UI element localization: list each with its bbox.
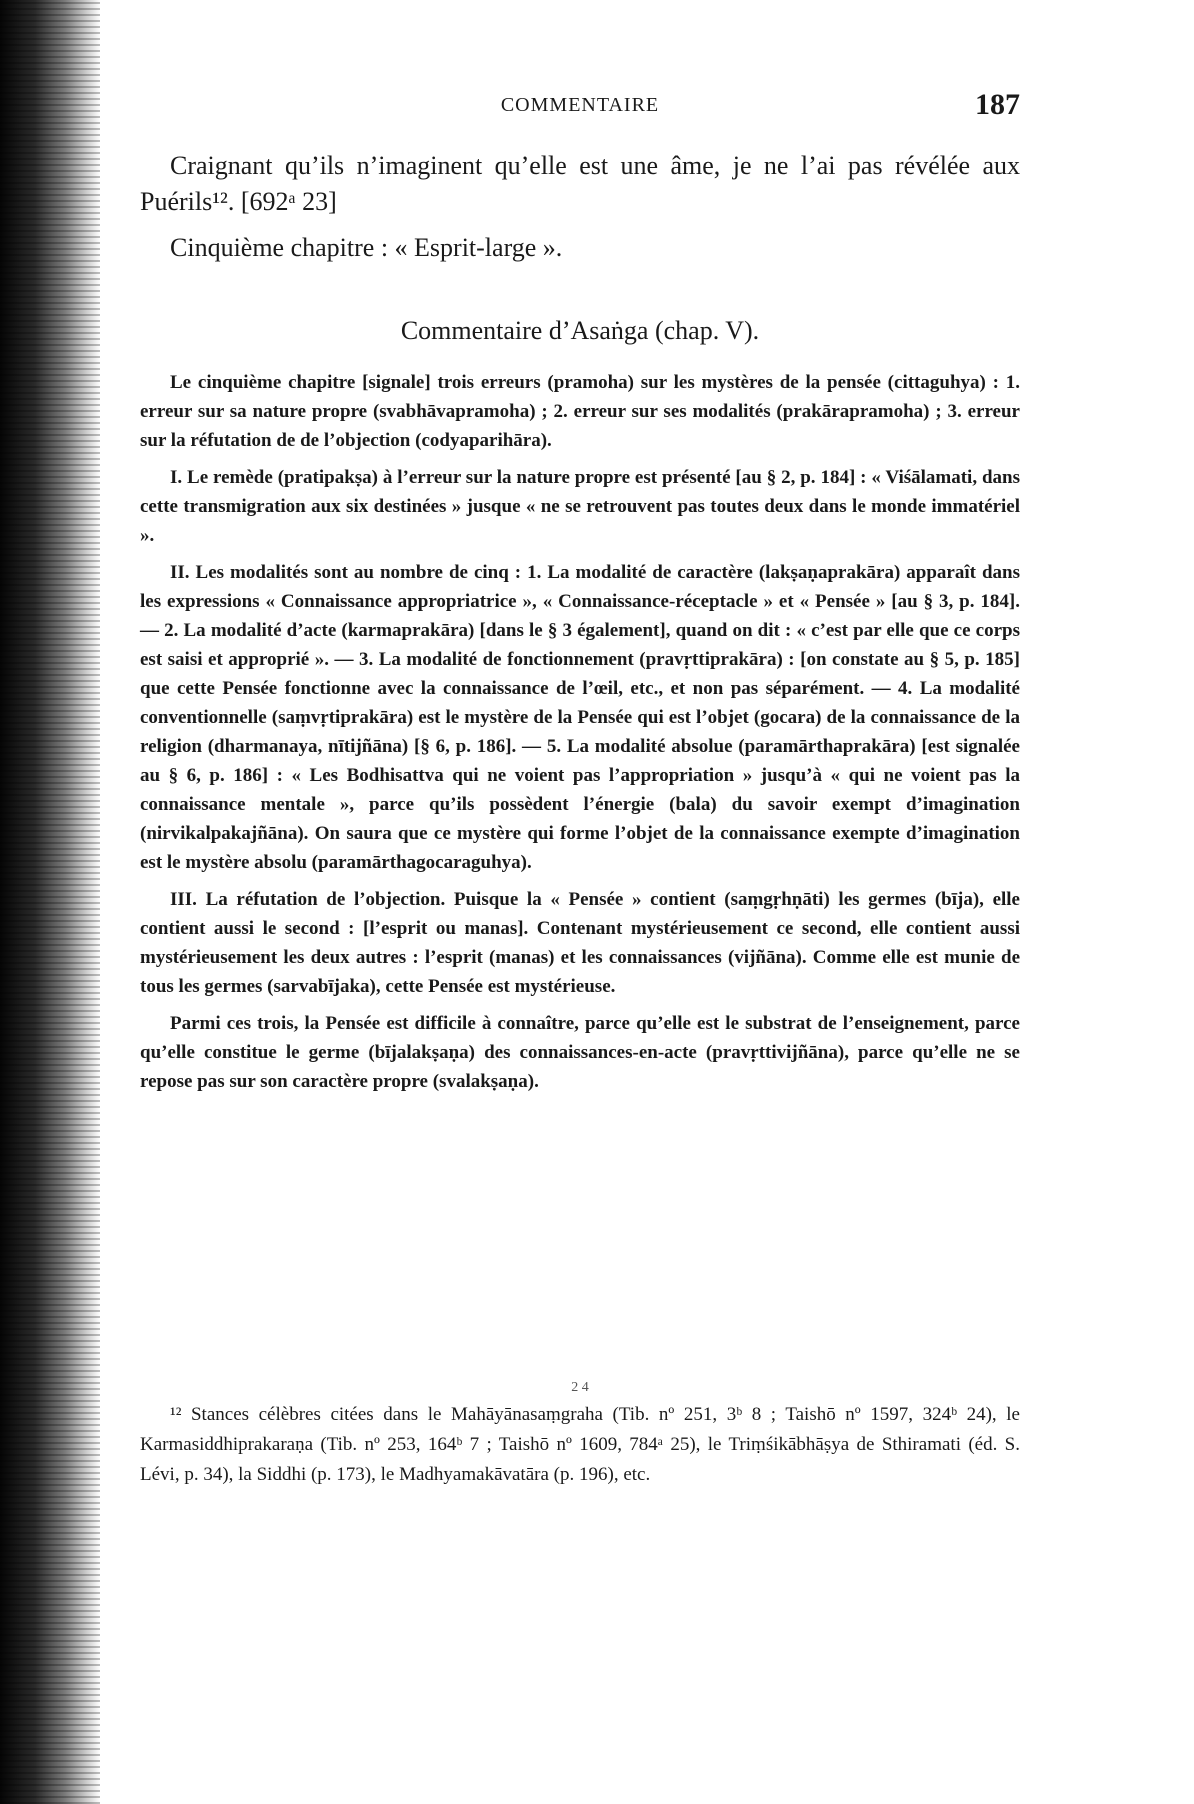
paragraph: Le cinquième chapitre [signale] trois erreurs (pramoha) sur les mystères de la pensée (cittaguhya) : 1. erreur sur sa nature propre (svabhāvapramoha) ; 2. erreur sur ses modalités (prakārapramoha) ; 3. erreur sur la réfutation de de l’objection (codyaparihāra). — [140, 372, 1020, 451]
footnote — [140, 1400, 1020, 1490]
paragraph: Parmi ces trois, la Pensée est difficile à connaître, parce qu’elle est le substrat de l’enseignement, parce qu’elle constitue le germe (bījalakṣaṇa) des connaissances-en-acte (pravṛttivijñāna), parce qu’elle ne se repose pas sur son caractère propre (svalakṣaṇa). — [140, 1013, 1020, 1092]
paragraph: III. La réfutation de l’objection. Puisque la « Pensée » contient (saṃgṛhṇāti) les germes (bīja), elle contient aussi le second : [l’esprit ou manas]. Contenant mystérieusement ce second, elle contient aussi mystérieusement les deux autres : l’esprit (manas) et les connaissances (vijñāna). Comme elle est munie de tous les germes (sarvabījaka), cette Pensée est mystérieuse. — [140, 889, 1020, 997]
chapter-title: Cinquième chapitre : « Esprit-large ». — [170, 233, 563, 262]
paragraph: II. Les modalités sont au nombre de cinq : 1. La modalité de caractère (lakṣaṇaprakāra) apparaît dans les expressions « Connaissance appropriatrice », « Connaissance-réceptacle » et « Pensée » [au § 3, p. 184]. — 2. La modalité d’acte (karmaprakāra) [dans le § 3 également], quand on dit : « c’est par elle que ce corps est saisi et approprié ». — 3. La modalité de fonctionnement (pravṛttiprakāra) : [on constate au § 5, p. 185] que cette Pensée fonctionne avec la connaissance de l’œil, etc., et non pas séparément. — 4. La modalité conventionnelle (saṃvṛtiprakāra) est le mystère de la Pensée qui est l’objet (gocara) de la connaissance de la religion (dharmanaya, nītijñāna) [§ 6, p. 186]. — 5. La modalité absolue (paramārthaprakāra) [est signalée au § 6, p. 186] : « Les Bodhisattva qui ne voient pas l’appropriation » jusqu’à « qui ne voient pas la connaissance mentale », parce qu’ils possèdent l’énergie (bala) du savoir exempt d’imagination (nirvikalpakajñāna). On saura que ce mystère qui forme l’objet de la connaissance exempte d’imagination est le mystère absolu (paramārthagocaraguhya). — [140, 562, 1020, 873]
section-heading: Commentaire d’Asaṅga (chap. V). — [400, 316, 760, 345]
book-page — [140, 0, 1020, 1804]
book-binding-edge — [0, 0, 100, 1804]
commentary-body — [140, 368, 1020, 1104]
footnote-text: ¹² Stances célèbres citées dans le Mahāyānasaṃgraha (Tib. nº 251, 3ᵇ 8 ; Taishō nº 1597, 324ᵇ 24), le Karmasiddhiprakaraṇa (Tib. nº 253, 164ᵇ 7 ; Taishō nº 1609, 784ᵃ 25), le Triṃśikābhāṣya de Sthiramati (éd. S. Lévi, p. 34), la Siddhi (p. 173), le Madhyamakāvatāra (p. 196), etc. — [140, 1404, 1020, 1485]
page-number: 187 — [975, 88, 1020, 121]
paragraph: I. Le remède (pratipakṣa) à l’erreur sur la nature propre est présenté [au § 2, p. 184] : « Viśālamati, dans cette transmigration aux six destinées » jusque « ne se retrouvent pas toutes deux dans le monde immatériel ». — [140, 467, 1020, 546]
handwritten-mark: 2 4 — [571, 1380, 589, 1395]
page-header — [140, 88, 1020, 124]
verse-block — [140, 148, 1020, 266]
verse-line: Craignant qu’ils n’imaginent qu’elle est une âme, je ne l’ai pas révélée aux Puérils¹². [692ᵃ 23] — [140, 151, 1020, 216]
running-title: COMMENTAIRE — [500, 94, 660, 116]
